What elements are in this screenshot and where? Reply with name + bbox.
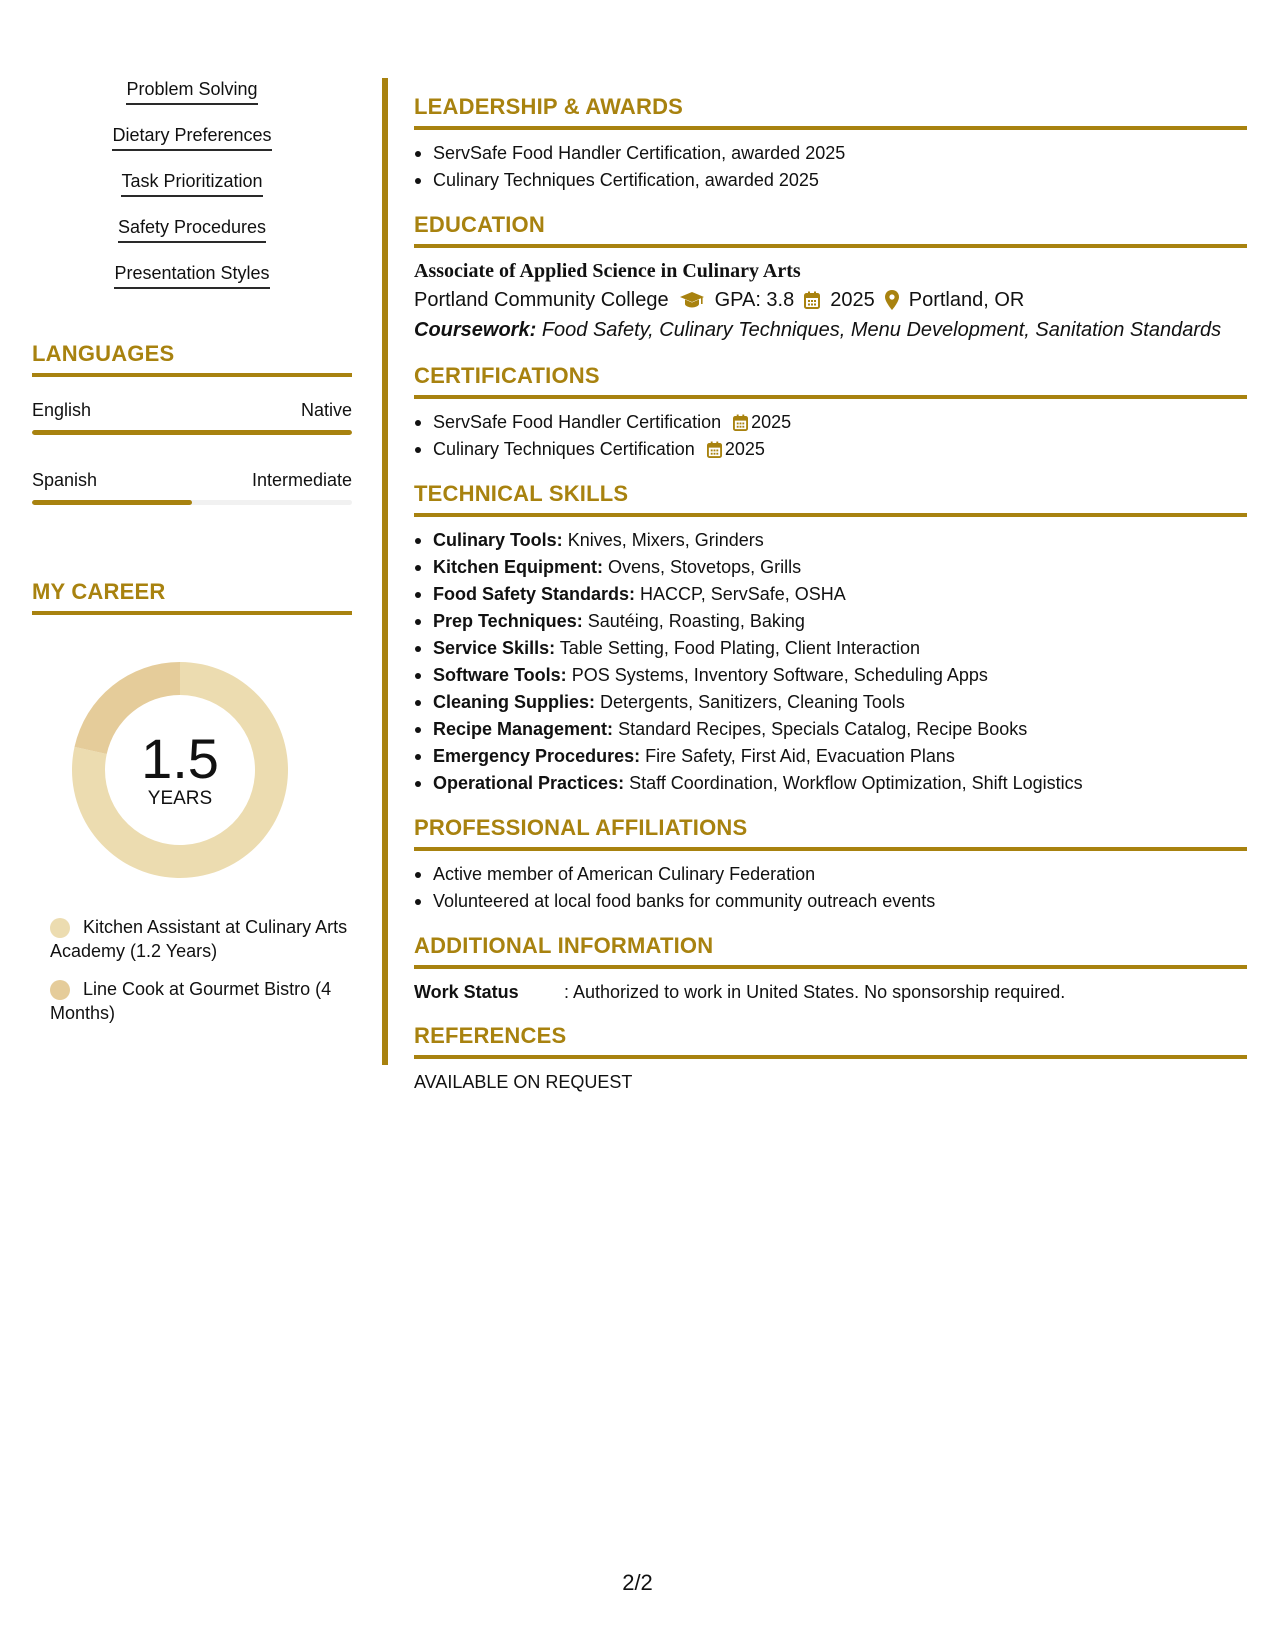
skill-item: Dietary Preferences — [112, 124, 271, 151]
language-english — [32, 399, 352, 435]
certifications-section — [414, 363, 1247, 463]
page-number: 2/2 — [622, 1570, 653, 1595]
list-item: Volunteered at local food banks for community outreach events — [414, 888, 1247, 915]
career-legend-item — [50, 915, 352, 963]
education-year: 2025 — [830, 289, 875, 311]
list-item — [414, 554, 1247, 581]
language-name: English — [32, 400, 92, 420]
education-location: Portland, OR — [908, 289, 1025, 311]
legend-dot-icon — [50, 980, 70, 1000]
career-legend — [32, 915, 352, 1025]
skill-value: Staff Coordination, Workflow Optimization, Shift Logistics — [629, 773, 1083, 793]
leadership-section — [414, 94, 1247, 194]
skills-list — [32, 78, 352, 308]
skill-value: POS Systems, Inventory Software, Scheduling Apps — [571, 665, 988, 685]
certification-year: 2025 — [724, 439, 765, 459]
legend-label: Kitchen Assistant at Culinary Arts Academy (1.2 Years) — [50, 917, 348, 961]
references-section — [414, 1023, 1247, 1095]
section-heading: ADDITIONAL INFORMATION — [414, 933, 1247, 969]
coursework-label: Coursework: — [414, 319, 537, 341]
language-bar-fill — [32, 500, 192, 505]
legend-label: Line Cook at Gourmet Bistro (4 Months) — [50, 979, 332, 1023]
location-pin-icon — [885, 290, 899, 310]
affiliations-section — [414, 815, 1247, 915]
skill-value: Standard Recipes, Specials Catalog, Recipe Books — [618, 719, 1028, 739]
list-item — [414, 743, 1247, 770]
list-item: ServSafe Food Handler Certification, awarded 2025 — [414, 140, 1247, 167]
skill-value: Knives, Mixers, Grinders — [567, 530, 764, 550]
education-degree: Associate of Applied Science in Culinary Arts — [414, 260, 801, 282]
career-total-unit: YEARS — [147, 788, 213, 809]
education-school: Portland Community College — [414, 289, 669, 311]
skill-label: Emergency Procedures: — [433, 746, 641, 766]
list-item — [414, 581, 1247, 608]
skill-item: Task Prioritization — [121, 170, 262, 197]
education-coursework — [414, 315, 1247, 345]
list-item — [414, 436, 1247, 463]
section-heading: LEADERSHIP & AWARDS — [414, 94, 1247, 130]
section-heading: REFERENCES — [414, 1023, 1247, 1059]
list-item — [414, 662, 1247, 689]
list-item — [414, 689, 1247, 716]
language-level: Intermediate — [251, 470, 352, 490]
skill-item: Safety Procedures — [118, 216, 266, 243]
list-item — [414, 409, 1247, 436]
section-heading: CERTIFICATIONS — [414, 363, 1247, 399]
education-gpa: GPA: 3.8 — [714, 289, 795, 311]
education-details — [414, 285, 1247, 315]
technical-skills-section — [414, 481, 1247, 797]
skill-value: HACCP, ServSafe, OSHA — [640, 584, 846, 604]
work-status-label: Work Status — [414, 982, 519, 1002]
skill-value: Table Setting, Food Plating, Client Interaction — [559, 638, 920, 658]
list-item: Active member of American Culinary Federation — [414, 861, 1247, 888]
graduation-cap-icon — [679, 291, 705, 309]
section-heading: EDUCATION — [414, 212, 1247, 248]
certification-year: 2025 — [751, 412, 792, 432]
list-item — [414, 527, 1247, 554]
list-item — [414, 608, 1247, 635]
work-status-value: : Authorized to work in United States. No sponsorship required. — [564, 982, 1066, 1002]
skill-label: Recipe Management: — [433, 719, 614, 739]
calendar-icon — [733, 414, 748, 431]
career-heading: MY CAREER — [32, 579, 352, 615]
certification-name: Culinary Techniques Certification — [433, 439, 695, 459]
language-name: Spanish — [32, 470, 98, 490]
list-item — [414, 770, 1247, 797]
skill-label: Operational Practices: — [433, 773, 625, 793]
language-bar — [32, 500, 352, 505]
references-text: AVAILABLE ON REQUEST — [414, 1072, 633, 1092]
skill-label: Prep Techniques: — [433, 611, 583, 631]
career-section — [32, 579, 352, 1025]
education-section — [414, 212, 1247, 345]
language-bar-fill — [32, 430, 352, 435]
skill-label: Service Skills: — [433, 638, 556, 658]
skill-value: Ovens, Stovetops, Grills — [608, 557, 802, 577]
list-item: Culinary Techniques Certification, awarded 2025 — [414, 167, 1247, 194]
language-bar — [32, 430, 352, 435]
career-donut-chart — [65, 655, 295, 885]
skill-label: Food Safety Standards: — [433, 584, 636, 604]
career-total-value: 1.5 — [141, 727, 219, 790]
column-divider — [382, 78, 388, 1065]
section-heading: PROFESSIONAL AFFILIATIONS — [414, 815, 1247, 851]
languages-heading: LANGUAGES — [32, 341, 352, 377]
legend-dot-icon — [50, 918, 70, 938]
skill-label: Kitchen Equipment: — [433, 557, 603, 577]
language-level: Native — [300, 400, 352, 420]
calendar-icon — [804, 291, 820, 309]
skill-item: Presentation Styles — [114, 262, 269, 289]
coursework-value: Food Safety, Culinary Techniques, Menu Development, Sanitation Standards — [541, 319, 1222, 341]
skill-value: Fire Safety, First Aid, Evacuation Plans — [645, 746, 955, 766]
languages-section — [32, 341, 352, 505]
sidebar — [32, 78, 352, 1039]
list-item — [414, 635, 1247, 662]
additional-info-section — [414, 933, 1247, 1005]
skill-label: Cleaning Supplies: — [433, 692, 596, 712]
skill-label: Software Tools: — [433, 665, 567, 685]
calendar-icon — [707, 441, 722, 458]
language-spanish — [32, 469, 352, 505]
list-item — [414, 716, 1247, 743]
certification-name: ServSafe Food Handler Certification — [433, 412, 722, 432]
work-status-row — [414, 979, 1247, 1005]
skill-label: Culinary Tools: — [433, 530, 563, 550]
main-content — [414, 94, 1247, 1113]
section-heading: TECHNICAL SKILLS — [414, 481, 1247, 517]
skill-value: Detergents, Sanitizers, Cleaning Tools — [600, 692, 905, 712]
career-legend-item — [50, 977, 352, 1025]
skill-value: Sautéing, Roasting, Baking — [587, 611, 805, 631]
skill-item: Problem Solving — [126, 78, 257, 105]
